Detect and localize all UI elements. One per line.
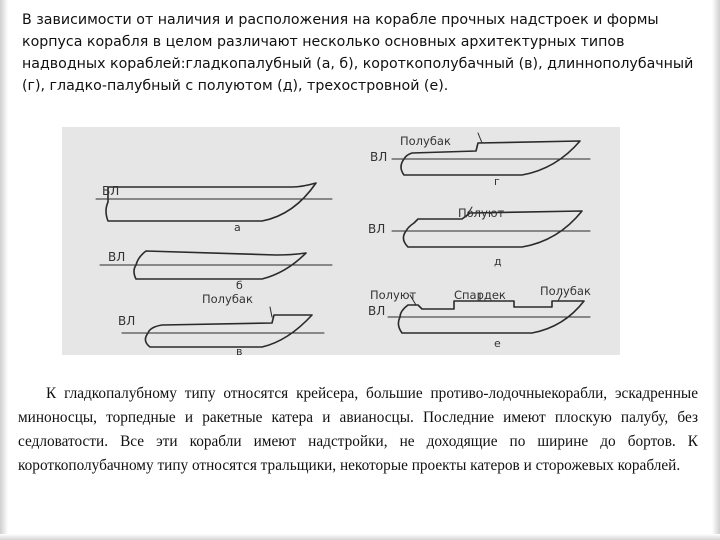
waterline-label-v: ВЛ: [118, 314, 136, 328]
ship-a-hull: [96, 183, 332, 221]
label-poop-d: Полуют: [458, 206, 505, 220]
waterline-label-b: ВЛ: [108, 250, 126, 264]
ship-letter-d: д: [494, 255, 502, 268]
ship-b-hull: [100, 251, 332, 279]
ship-v-hull: [122, 307, 324, 347]
intro-paragraph: В зависимости от наличия и расположения на корабле прочных надстроек и формы корпуса корабля в целом различают несколько основных архитектурных типов надводных кораблей:гладкопалубный (а, б), короткополубачный (в), длиннополубачный (г), гладко-палубный с полуютом (д), трехостровной (е).: [22, 12, 694, 94]
waterline-label-g: ВЛ: [370, 150, 388, 164]
label-forecastle-g: Полубак: [400, 134, 451, 148]
waterline-label-d: ВЛ: [368, 222, 386, 236]
waterline-label-a: ВЛ: [102, 184, 120, 198]
ship-letter-v: в: [236, 345, 243, 355]
body-paragraph: [18, 382, 698, 478]
label-forecastle-v: Полубак: [202, 292, 253, 306]
page-edge-right: [712, 0, 720, 540]
label-poop-e: Полуют: [370, 288, 417, 302]
ship-letter-e: е: [494, 337, 501, 350]
page-edge-left: [0, 0, 8, 540]
ship-letter-b: б: [236, 279, 243, 292]
label-spardek-e: Спардек: [454, 288, 506, 302]
ship-types-drawing: [62, 127, 620, 355]
ship-letter-g: г: [494, 175, 500, 188]
waterline-label-e: ВЛ: [368, 304, 386, 318]
ship-types-figure: [62, 127, 620, 355]
label-forecastle-e: Полубак: [540, 284, 591, 298]
ship-letter-a: а: [234, 221, 241, 234]
body-paragraph-text: К гладкопалубному типу относятся крейсера, большие противо-лодочныекорабли, эскадренные миноносцы, торпедные и ракетные катера и авианосцы. Последние имеют плоскую палубу, без седловатости. Все эти корабли имеют надстройки, не доходящие по ширине до бортов. К короткополубачному типу относятся тральщики, некоторые проекты катеров и сторожевых кораблей.: [18, 385, 698, 474]
page-edge-bottom: [0, 534, 720, 540]
